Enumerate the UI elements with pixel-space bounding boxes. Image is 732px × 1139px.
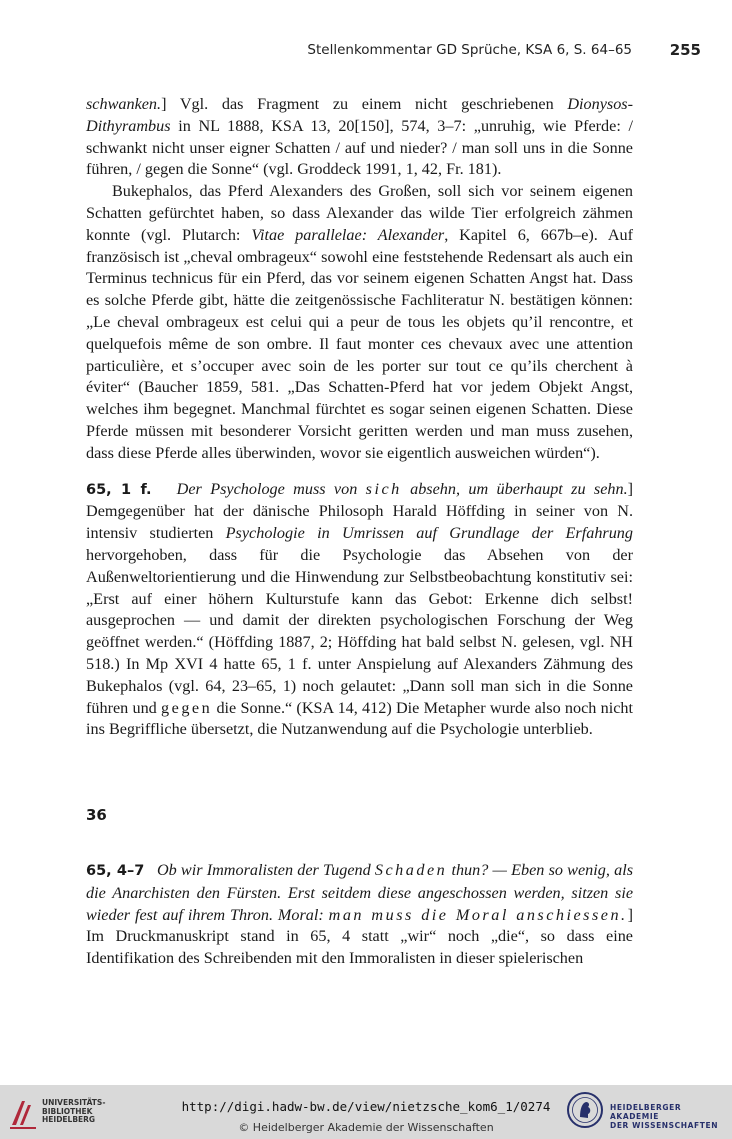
paragraph-3 <box>86 479 633 742</box>
text: hervorgehoben, dass für die Psychologie das Absehen von der Außenweltorientierung und die Hinwendung zur Selbstbeobachtung konstitutiv sei: „Erst auf einer höhern Kulturstufe kann das Gebot: Erkenne dich selbst! ausgeprochen — und damit der direkten psychologischen Forschung der Weg geöffnet werden.“ (Höffding 1887, 2; Höffding hat bald selbst N. gelesen, vgl. NH 518.) In Mp XVI 4 hatte 65, 1 f. unter Anspielung auf Alexanders Zähmung des Bukephalos (vgl. 64, 23–65, 1) noch gelautet: „Dann soll man sich in die Sonne führen und <box>86 545 633 717</box>
ub-line: UNIVERSITÄTS- <box>42 1098 106 1107</box>
viewer-footer <box>0 1085 732 1139</box>
permalink-url[interactable]: http://digi.hadw-bw.de/view/nietzsche_kom6_1/0274 <box>181 1099 551 1114</box>
text: in NL 1888, KSA 13, 20[150], 574, 3–7: „unruhig, wie Pferde: / schwankt nicht unser eigner Schatten / auf und nieder? / man soll uns in die Sonne führen, / gegen die Sonne“ (vgl. Groddeck 1991, 1, 42, Fr. 181). <box>86 116 633 179</box>
text: die Sonne.“ (KSA 14, 412) Die Metapher wurde also noch nicht ins Begriffliche übersetzt, die Nutzanwendung auf die Psychologie unterblieb. <box>86 698 633 739</box>
lemma-spaced: man muss die Moral anschiessen. <box>328 905 628 924</box>
section-number: 36 <box>86 806 107 824</box>
lemma-reference: 65, 1 f. <box>86 481 152 498</box>
hadw-logo[interactable] <box>566 1091 732 1135</box>
ub-line: HEIDELBERG <box>42 1115 96 1124</box>
lemma-italic: Ob wir Immoralisten der Tugend <box>156 861 375 879</box>
copyright-notice: © Heidelberger Akademie der Wissenschaften <box>238 1121 494 1134</box>
title-italic: Dionysos-Dithyrambus <box>86 95 633 135</box>
hadw-line: HEIDELBERGER AKADEMIE <box>610 1103 682 1121</box>
page-number: 255 <box>669 41 701 59</box>
lemma-italic: thun? — Eben so wenig, als die Anarchisten den Fürsten. Erst seitdem diese angeschossen werden, sitzen sie wieder fest auf ihrem Thron. Moral: <box>86 861 633 924</box>
academy-seal-icon <box>566 1091 604 1129</box>
text: ] Demgegenüber hat der dänische Philosoph Harald Höffding in seiner von N. intensiv studierten <box>86 479 634 543</box>
main-text-section-36 <box>86 860 633 970</box>
running-title: Stellenkommentar GD Sprüche, KSA 6, S. 64–65 <box>307 42 632 58</box>
text: , Kapitel 6, 667b–e). Auf französisch ist „cheval ombrageux“ sowohl eine feststehende Redensart als auch ein Terminus technicus für ein Pferd, das vor seinem eigenen Schatten Angst hat. Dass es solche Pferde gibt, hätte die zeitgenössische Fachliteratur N. bestätigen können: „Le cheval ombrageux est celui qui a peur de tous les objets qu’il rencontre, et quelquefois même de son ombre. Il faut monter ces chevaux avec une attention particulière, et s’occuper avec soin de les porter sur tout ce qu’ils cherchent à éviter“ (Baucher 1859, 581. „Das Schatten-Pferd hat vor jedem Objekt Angst, welches ihm begegnet. Manchmal fürchtet es sogar seinen eigenen Schatten. Diese Pferde müssen mit besonderer Vorsicht geritten werden und man muss zusehen, dass diese Pferde alles überwinden, wovor sie eigentlich ausweichen würden“). <box>86 225 633 462</box>
hadw-line: DER WISSENSCHAFTEN <box>610 1121 719 1130</box>
text: ] Vgl. das Fragment zu einem nicht geschriebenen <box>161 95 568 113</box>
running-header <box>86 41 701 64</box>
lemma-spaced: sich <box>365 479 402 498</box>
ub-line: BIBLIOTHEK <box>42 1106 93 1116</box>
paragraph-4 <box>86 860 633 970</box>
lemma-spaced: Schaden <box>374 861 448 879</box>
lemma-italic: Der Psychologe muss von <box>176 479 366 498</box>
spaced-text: gegen <box>161 698 213 717</box>
title-italic: Psychologie in Umrissen auf Grundlage der Erfahrung <box>225 524 633 543</box>
hadw-logo-text <box>610 1103 732 1130</box>
lemma-italic: schwanken. <box>86 95 162 113</box>
text: Bukephalos, das Pferd Alexanders des Großen, soll sich vor seinem eigenen Schatten gefürchtet haben, so dass Alexander das wilde Tier erfolgreich zähmen konnte (vgl. Plutarch: <box>86 182 633 244</box>
paragraph-2 <box>86 181 633 464</box>
title-italic: Vitae parallelae: Alexander <box>251 225 445 244</box>
lemma-reference: 65, 4–7 <box>86 863 145 879</box>
main-text <box>86 94 633 741</box>
lemma-italic: absehn, um überhaupt zu sehn. <box>401 479 628 498</box>
text: ] Im Druckmanuskript stand in 65, 4 statt „wir“ noch „die“, so dass eine Identifikation des Schreibenden mit den Immoralisten in dieser spielerischen <box>86 905 633 968</box>
paragraph-1 <box>86 94 633 181</box>
